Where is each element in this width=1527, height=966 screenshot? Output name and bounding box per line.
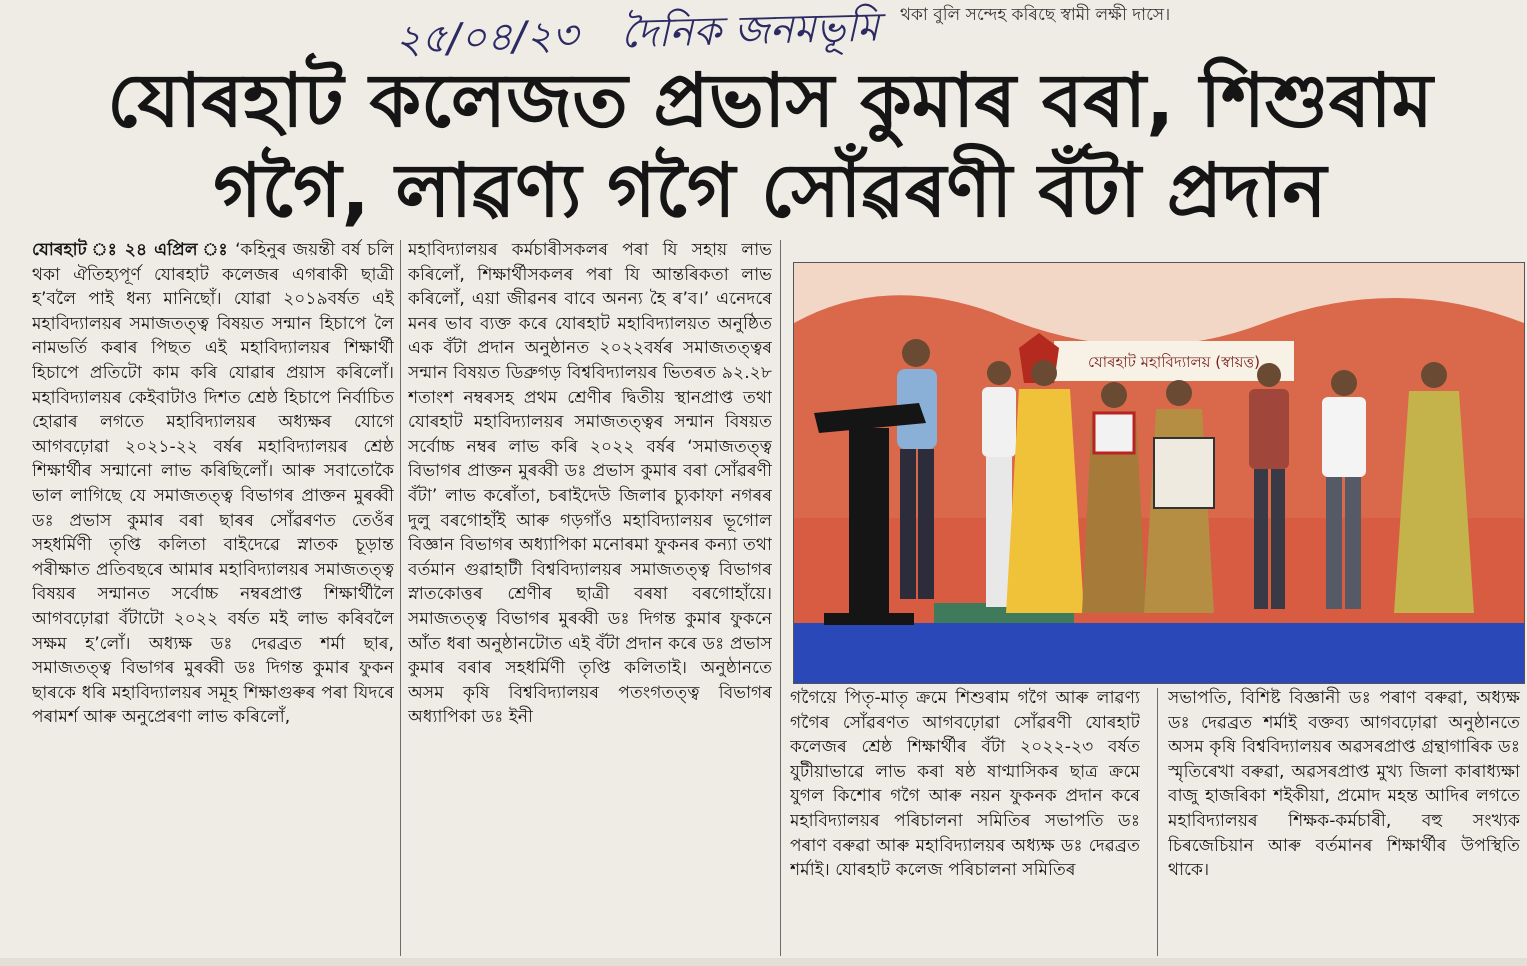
- article-text-col4: সভাপতি, বিশিষ্ট বিজ্ঞানী ডঃ পৰাণ বৰুৱা, অধ্যক্ষ ডঃ দেৱব্ৰত শৰ্মাই বক্তব্য আগবঢ়োৱা অনুষ্ঠানতে অসম কৃষি বিশ্ববিদ্যালয়ৰ অৱসৰপ্ৰাপ্ত গ্ৰন্থাগাৰিক ডঃ স্মৃতিৰেখা বৰুৱা, অৱসৰপ্ৰাপ্ত মুখ্য জিলা কাৰাধ্যক্ষা বাজু হাজৰিকা শইকীয়া, প্ৰমোদ মহন্ত আদিৰ লগতে মহাবিদ্যালয়ৰ শিক্ষক-কৰ্মচাৰী, বহু সংখ্যক চিৰজেচিয়ান আৰু বৰ্তমানৰ শিক্ষাৰ্থীৰ উপস্থিতি থাকে।: [1168, 688, 1520, 881]
- photo-stage-floor: [794, 623, 1524, 683]
- event-photo: [793, 262, 1525, 684]
- event-photo-illustration: [794, 263, 1524, 683]
- article-text-col1: ‘কহিনুৰ জয়ন্তী বৰ্ষ চলি থকা ঐতিহ্যপূৰ্ণ যোৰহাট কলেজৰ এগৰাকী ছাত্ৰী হ’বলৈ পাই ধন্য মানিছোঁ। যোৱা ২০১৯বৰ্ষত এই মহাবিদ্যালয়ৰ সমাজতত্ত্ব বিষয়ত সন্মান হিচাপে লৈ নামভৰ্তি কৰাৰ পিছত এই মহাবিদ্যালয়ৰ শিক্ষাৰ্থী হিচাপে প্ৰতিটো কাম কৰি যোৱাৰ প্ৰয়াস কৰিলোঁ। মহাবিদ্যালয়ৰ কেইবাটাও দিশত শ্ৰেষ্ঠ হিচাপে নিৰ্বাচিত হোৱাৰ লগতে মহাবিদ্যালয়ৰ অধ্যক্ষৰ যোগে আগবঢ়োৱা ২০২১-২২ বৰ্ষৰ মহাবিদ্যালয়ৰ শ্ৰেষ্ঠ শিক্ষাৰ্থীৰ সন্মানো লাভ কৰিছিলোঁ। আৰু সবাতোকৈ ভাল লাগিছে যে সমাজতত্ত্ব বিভাগৰ প্ৰাক্তন মুৰব্বী ডঃ প্ৰভাস কুমাৰ বৰা ছাৰৰ সোঁৱৰণত তেওঁৰ সহধৰ্মিণী তৃপ্তি কলিতা বাইদেৱে স্নাতক চূড়ান্ত পৰীক্ষাত প্ৰতিবছৰে আমাৰ মহাবিদ্যালয়ৰ সমাজতত্ত্ব বিষয়ৰ সন্মানত সৰ্বোচ্চ নম্বৰপ্ৰাপ্ত শিক্ষাৰ্থীলৈ আগবঢ়োৱা বঁটাটো ২০২২ বৰ্ষত মই লাভ কৰিবলৈ সক্ষম হ’লোঁ। অধ্যক্ষ ডঃ দেৱব্ৰত শৰ্মা ছাৰ, সমাজতত্ত্ব বিভাগৰ মুৰব্বী ডঃ দিগন্ত কুমাৰ ফুকন ছাৰকে ধৰি মহাবিদ্যালয়ৰ সমূহ শিক্ষাগুৰুৰ পৰা যিদৰে পৰামৰ্শ আৰু অনুপ্ৰেৰণা লাভ কৰিলোঁ,: [32, 240, 394, 728]
- article-text-col2: মহাবিদ্যালয়ৰ কৰ্মচাৰীসকলৰ পৰা যি সহায় লাভ কৰিলোঁ, শিক্ষাৰ্থীসকলৰ পৰা যি আন্তৰিকতা লাভ কৰিলোঁ, এয়া জীৱনৰ বাবে অনন্য হৈ ৰ’ব।’ এনেদৰে মনৰ ভাব ব্যক্ত কৰে যোৰহাট মহাবিদ্যালয়ত অনুষ্ঠিত এক বঁটা প্ৰদান অনুষ্ঠানত ২০২২বৰ্ষৰ সমাজতত্ত্বৰ সন্মান বিষয়ত ডিব্ৰুগড় বিশ্ববিদ্যালয়ৰ ভিতৰত ৯২.২৮ শতাংশ নম্বৰসহ প্ৰথম শ্ৰেণীৰ দ্বিতীয় স্থানপ্ৰাপ্ত তথা যোৰহাট মহাবিদ্যালয়ৰ সমাজতত্ত্বৰ সন্মান বিষয়ত সৰ্বোচ্চ নম্বৰ লাভ কৰি ২০২২ বৰ্ষৰ ‘সমাজতত্ত্ব বিভাগৰ প্ৰাক্তন মুৰব্বী ডঃ প্ৰভাস কুমাৰ বৰা সোঁৱৰণী বঁটা’ লাভ কৰোঁতা, চৰাইদেউ জিলাৰ চ্যুকাফা নগৰৰ দুলু বৰগোহাঁই আৰু গড়গাঁও মহাবিদ্যালয়ৰ ভূগোল বিজ্ঞান বিভাগৰ অধ্যাপিকা মনোৰমা ফুকনৰ কন্যা তথা বৰ্তমান গুৱাহাটী বিশ্ববিদ্যালয়ৰ সমাজতত্ত্ব বিভাগৰ স্নাতকোত্তৰ শ্ৰেণীৰ ছাত্ৰী বৰষা বৰগোহাঁয়ে। সমাজতত্ত্ব বিভাগৰ মুৰব্বী ডঃ দিগন্ত কুমাৰ ফুকনে আঁত ধৰা অনুষ্ঠানটোত এই বঁটা প্ৰদান কৰে ডঃ প্ৰভাস কুমাৰ বৰাৰ সহধৰ্মিণী তৃপ্তি কলিতাই। অনুষ্ঠানতে অসম কৃষি বিশ্ববিদ্যালয়ৰ পতংগতত্ত্ব বিভাগৰ অধ্যাপিকা ডঃ ইনী: [408, 240, 772, 728]
- previous-article-tail: থকা বুলি সন্দেহ কৰিছে স্বামী লক্ষী দাসে।: [900, 5, 1171, 25]
- page-edge: [0, 958, 1527, 966]
- column-rule: [780, 240, 781, 956]
- article-column-3: [790, 686, 1140, 956]
- article-column-1: [32, 238, 394, 958]
- article-text-col3: গগৈয়ে পিতৃ-মাতৃ ক্ৰমে শিশুৰাম গগৈ আৰু লাৱণ্য গগৈৰ সোঁৱৰণত আগবঢ়োৱা সোঁৱৰণী যোৰহাট কলেজৰ শ্ৰেষ্ঠ শিক্ষাৰ্থীৰ বঁটা ২০২২-২৩ বৰ্ষত যুটীয়াভাৱে লাভ কৰা ষষ্ঠ ষাণ্মাসিকৰ ছাত্ৰ ক্ৰমে যুগল কিশোৰ গগৈ আৰু নয়ন ফুকনক প্ৰদান কৰে মহাবিদ্যালয়ৰ পৰিচালনা সমিতিৰ সভাপতি ডঃ পৰাণ বৰুৱা আৰু মহাবিদ্যালয়ৰ অধ্যক্ষ ডঃ দেৱব্ৰত শৰ্মাই। যোৰহাট কলেজ পৰিচালনা সমিতিৰ: [790, 688, 1140, 881]
- article-column-2: [408, 238, 772, 958]
- photo-banner-text: যোৰহাট মহাবিদ্যালয় (স্বায়ত্ত): [1087, 353, 1261, 371]
- headline: [40, 56, 1500, 236]
- headline-line-1: যোৰহাট কলেজত প্ৰভাস কুমাৰ বৰা, শিশুৰাম: [107, 58, 1433, 144]
- dateline: যোৰহাট ঃ ২৪ এপ্ৰিল ঃ: [32, 240, 229, 260]
- article-column-4: [1168, 686, 1520, 956]
- column-rule: [400, 240, 401, 956]
- column-rule: [1157, 688, 1158, 956]
- handwritten-date: ২৫/০৪/২৩: [394, 12, 579, 64]
- handwritten-paper-name: দৈনিক জনমভূমি: [620, 4, 880, 58]
- headline-line-2: গগৈ, লাৱণ্য গগৈ সোঁৱৰণী বঁটা প্ৰদান: [213, 148, 1327, 234]
